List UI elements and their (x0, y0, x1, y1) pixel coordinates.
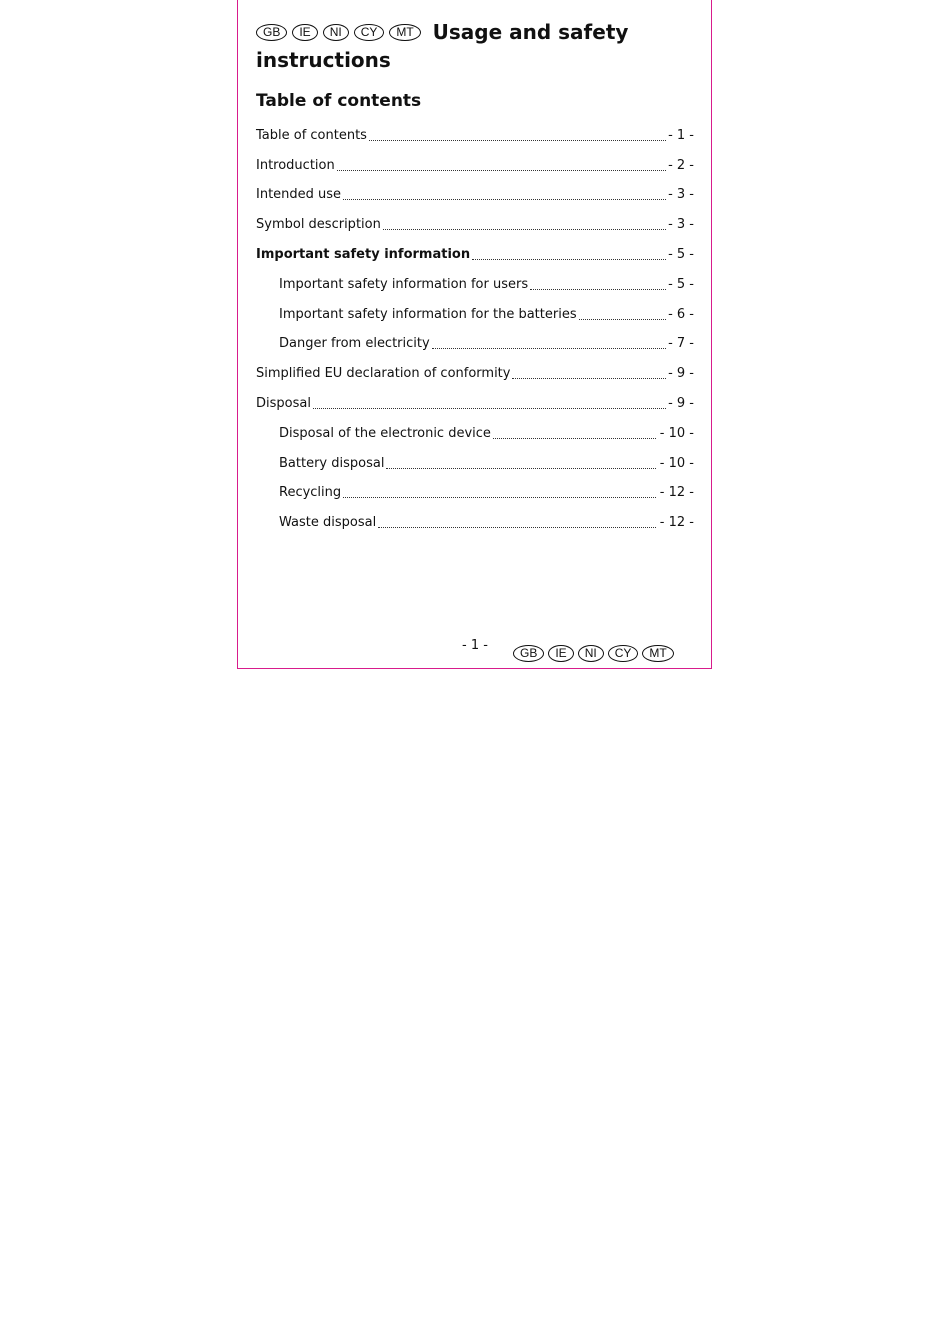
footer-badge-ie: IE (548, 645, 573, 662)
toc-entry[interactable] (256, 263, 694, 293)
toc-entry-page: - 12 - (659, 515, 694, 531)
table-of-contents (256, 114, 694, 531)
toc-entry-page: - 7 - (668, 336, 694, 352)
toc-dot-leader (378, 526, 656, 528)
toc-entry-page: - 9 - (668, 366, 694, 382)
country-badge-mt: MT (389, 24, 420, 41)
toc-dot-leader (343, 496, 656, 498)
country-badge-cy: CY (354, 24, 385, 41)
document-title (256, 18, 686, 74)
toc-entry-label: Introduction (256, 157, 335, 173)
country-badges (256, 20, 433, 44)
country-badge-ie: IE (292, 24, 317, 41)
toc-entry[interactable] (256, 114, 694, 144)
toc-entry[interactable] (256, 352, 694, 382)
toc-entry-label: Intended use (256, 187, 342, 203)
toc-entry-label: Disposal (256, 395, 311, 411)
toc-entry[interactable] (256, 501, 694, 531)
toc-dot-leader (386, 467, 655, 469)
toc-dot-leader (313, 407, 666, 409)
toc-dot-leader (369, 139, 666, 141)
toc-entry-page: - 5 - (668, 276, 694, 292)
toc-entry-page: - 1 - (668, 127, 694, 143)
toc-dot-leader (472, 258, 666, 260)
toc-entry-label: Table of contents (256, 127, 367, 143)
footer-country-badges (513, 642, 678, 662)
country-badge-ni: NI (323, 24, 349, 41)
toc-entry[interactable] (256, 442, 694, 472)
toc-entry-label: Simplified EU declaration of conformity (256, 366, 511, 382)
toc-entry-label: Important safety information for users (279, 276, 529, 292)
toc-entry[interactable] (256, 144, 694, 174)
toc-entry[interactable] (256, 293, 694, 323)
toc-entry[interactable] (256, 323, 694, 353)
toc-entry-label: Important safety information (256, 246, 471, 262)
toc-dot-leader (493, 437, 656, 439)
toc-dot-leader (383, 228, 666, 230)
toc-dot-leader (343, 198, 666, 200)
toc-entry-label: Battery disposal (279, 455, 385, 471)
footer-badge-ni: NI (578, 645, 604, 662)
toc-entry-page: - 10 - (659, 425, 694, 441)
toc-dot-leader (512, 377, 666, 379)
toc-entry-page: - 3 - (668, 187, 694, 203)
toc-dot-leader (579, 318, 666, 320)
toc-entry-page: - 6 - (668, 306, 694, 322)
toc-entry-label: Waste disposal (279, 515, 377, 531)
page-footer (238, 636, 711, 660)
toc-entry[interactable] (256, 412, 694, 442)
toc-entry-page: - 12 - (659, 485, 694, 501)
toc-entry-label: Disposal of the electronic device (279, 425, 491, 441)
toc-entry[interactable] (256, 174, 694, 204)
title-text: Usage and safety instructions (256, 20, 629, 72)
toc-heading: Table of contents (256, 91, 422, 111)
toc-entry[interactable] (256, 472, 694, 502)
toc-dot-leader (530, 288, 666, 290)
toc-entry-page: - 3 - (668, 217, 694, 233)
toc-entry-page: - 2 - (668, 157, 694, 173)
toc-entry[interactable] (256, 203, 694, 233)
toc-entry[interactable] (256, 233, 694, 263)
footer-page-number: - 1 - (462, 638, 488, 653)
toc-entry-label: Recycling (279, 485, 342, 501)
toc-entry-page: - 9 - (668, 395, 694, 411)
footer-badge-mt: MT (642, 645, 673, 662)
footer-badge-cy: CY (608, 645, 639, 662)
toc-dot-leader (432, 347, 666, 349)
toc-entry[interactable] (256, 382, 694, 412)
toc-entry-label: Symbol description (256, 217, 381, 233)
country-badge-gb: GB (256, 24, 287, 41)
document-page (237, 0, 712, 669)
toc-entry-label: Important safety information for the batteries (279, 306, 577, 322)
toc-entry-page: - 10 - (659, 455, 694, 471)
toc-entry-page: - 5 - (668, 246, 694, 262)
footer-badge-gb: GB (513, 645, 544, 662)
toc-entry-label: Danger from electricity (279, 336, 430, 352)
toc-dot-leader (337, 169, 666, 171)
